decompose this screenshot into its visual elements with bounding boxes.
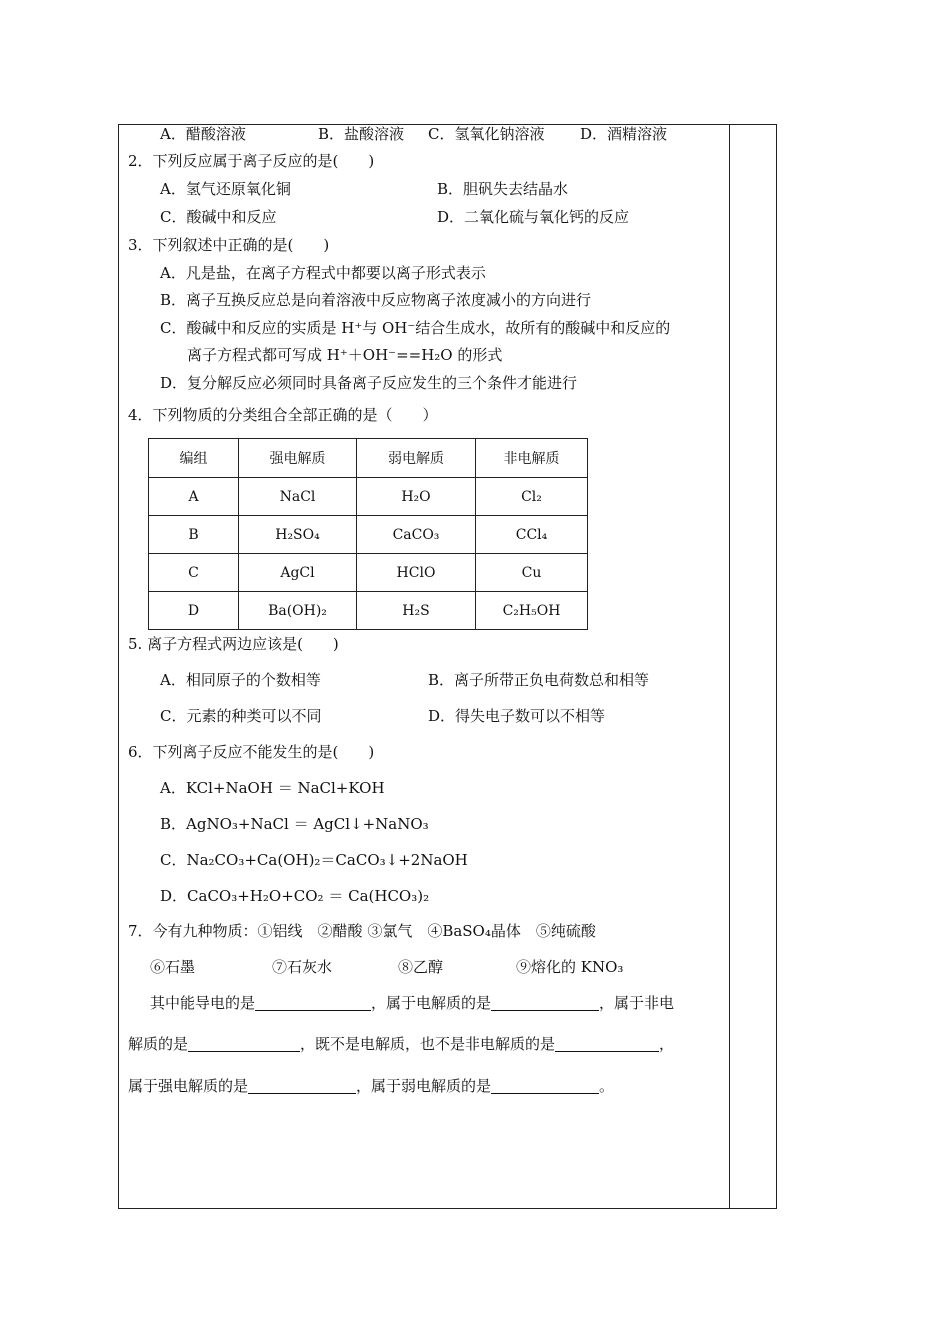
table-row (149, 516, 588, 554)
q3-option-d: D．复分解反应必须同时具备离子反应发生的三个条件才能进行 (160, 374, 578, 392)
q3-stem: 3．下列叙述中正确的是( ) (128, 236, 330, 254)
q5-option-b: B．离子所带正负电荷数总和相等 (428, 671, 650, 689)
table-header-cell: 弱电解质 (357, 439, 476, 478)
q6-option-a: A．KCl+NaOH ＝ NaCl+KOH (160, 779, 385, 797)
table-cell: H₂SO₄ (239, 516, 357, 554)
table-cell: A (149, 478, 239, 516)
q7-text: ，属于电解质的是 (371, 994, 492, 1012)
q6-stem: 6．下列离子反应不能发生的是( ) (128, 743, 375, 761)
q6-option-c: C．Na₂CO₃+Ca(OH)₂＝CaCO₃↓+2NaOH (160, 851, 468, 869)
side-column-divider (729, 124, 730, 1209)
q2-option-d: D．二氧化硫与氧化钙的反应 (437, 208, 630, 226)
table-cell: CaCO₃ (357, 516, 476, 554)
q1-option-b: B．盐酸溶液 (318, 125, 405, 143)
q1-option-a: A．醋酸溶液 (160, 125, 246, 143)
answer-blank-strong[interactable] (248, 1078, 356, 1094)
q3-option-b: B．离子互换反应总是向着溶液中反应物离子浓度减小的方向进行 (160, 291, 592, 309)
q2-option-a: A．氢气还原氧化铜 (160, 180, 291, 198)
q7-text: 其中能导电的是 (150, 994, 256, 1012)
table-header-cell: 非电解质 (476, 439, 588, 478)
answer-blank-conductive[interactable] (255, 995, 371, 1011)
classification-table (148, 438, 588, 630)
table-row (149, 478, 588, 516)
q2-stem: 2．下列反应属于离子反应的是( ) (128, 152, 375, 170)
table-row (149, 554, 588, 592)
table-cell: B (149, 516, 239, 554)
table-cell: HClO (357, 554, 476, 592)
q7-text: ， (659, 1035, 675, 1053)
table-cell: C (149, 554, 239, 592)
q5-option-c: C．元素的种类可以不同 (160, 707, 322, 725)
table-cell: CCl₄ (476, 516, 588, 554)
answer-blank-weak[interactable] (491, 1078, 599, 1094)
q7-fill-line-3 (128, 1077, 614, 1095)
table-header-cell: 编组 (149, 439, 239, 478)
q5-option-a: A．相同原子的个数相等 (160, 671, 321, 689)
q5-stem: 5. 离子方程式两边应该是( ) (128, 635, 339, 653)
q7-text: 。 (599, 1077, 615, 1095)
table-cell: Cu (476, 554, 588, 592)
q4-stem: 4．下列物质的分类组合全部正确的是（ ） (128, 406, 438, 424)
q7-fill-line-1 (150, 994, 674, 1012)
answer-blank-neither[interactable] (555, 1036, 659, 1052)
table-cell: H₂S (357, 592, 476, 630)
answer-blank-nonelectrolyte[interactable] (188, 1036, 300, 1052)
q3-option-a: A．凡是盐，在离子方程式中都要以离子形式表示 (160, 264, 486, 282)
table-cell: D (149, 592, 239, 630)
q2-option-b: B．胆矾失去结晶水 (437, 180, 569, 198)
q6-option-d: D．CaCO₃+H₂O+CO₂ ＝ Ca(HCO₃)₂ (160, 887, 430, 905)
table-cell: H₂O (357, 478, 476, 516)
q7-fill-line-2 (128, 1035, 674, 1053)
q3-option-c-line1: C．酸碱中和反应的实质是 H⁺与 OH⁻结合生成水，故所有的酸碱中和反应的 (160, 319, 671, 337)
table-cell: Ba(OH)₂ (239, 592, 357, 630)
q7-substance-7: ⑦石灰水 (272, 958, 333, 976)
q6-option-b: B．AgNO₃+NaCl ＝ AgCl↓+NaNO₃ (160, 815, 429, 833)
table-header-cell: 强电解质 (239, 439, 357, 478)
q7-text: ，属于非电 (599, 994, 675, 1012)
q7-substance-8: ⑧乙醇 (398, 958, 444, 976)
q7-text: ，属于弱电解质的是 (356, 1077, 492, 1095)
table-row (149, 592, 588, 630)
q7-text: 解质的是 (128, 1035, 189, 1053)
q7-substance-9: ⑨熔化的 KNO₃ (516, 958, 624, 976)
table-cell: AgCl (239, 554, 357, 592)
q7-text: 属于强电解质的是 (128, 1077, 249, 1095)
table-cell: Cl₂ (476, 478, 588, 516)
q7-text: ，既不是电解质，也不是非电解质的是 (300, 1035, 556, 1053)
table-cell: NaCl (239, 478, 357, 516)
q7-substance-6: ⑥石墨 (150, 958, 196, 976)
answer-blank-electrolyte[interactable] (491, 995, 599, 1011)
q1-option-c: C．氢氧化钠溶液 (428, 125, 545, 143)
q5-option-d: D．得失电子数可以不相等 (428, 707, 606, 725)
table-cell: C₂H₅OH (476, 592, 588, 630)
q3-option-c-line2: 离子方程式都可写成 H⁺＋OH⁻==H₂O 的形式 (187, 346, 503, 364)
q1-option-d: D．酒精溶液 (580, 125, 668, 143)
table-header-row (149, 439, 588, 478)
q2-option-c: C．酸碱中和反应 (160, 208, 277, 226)
q7-stem: 7．今有九种物质：①铝线 ②醋酸 ③氯气 ④BaSO₄晶体 ⑤纯硫酸 (128, 922, 596, 940)
